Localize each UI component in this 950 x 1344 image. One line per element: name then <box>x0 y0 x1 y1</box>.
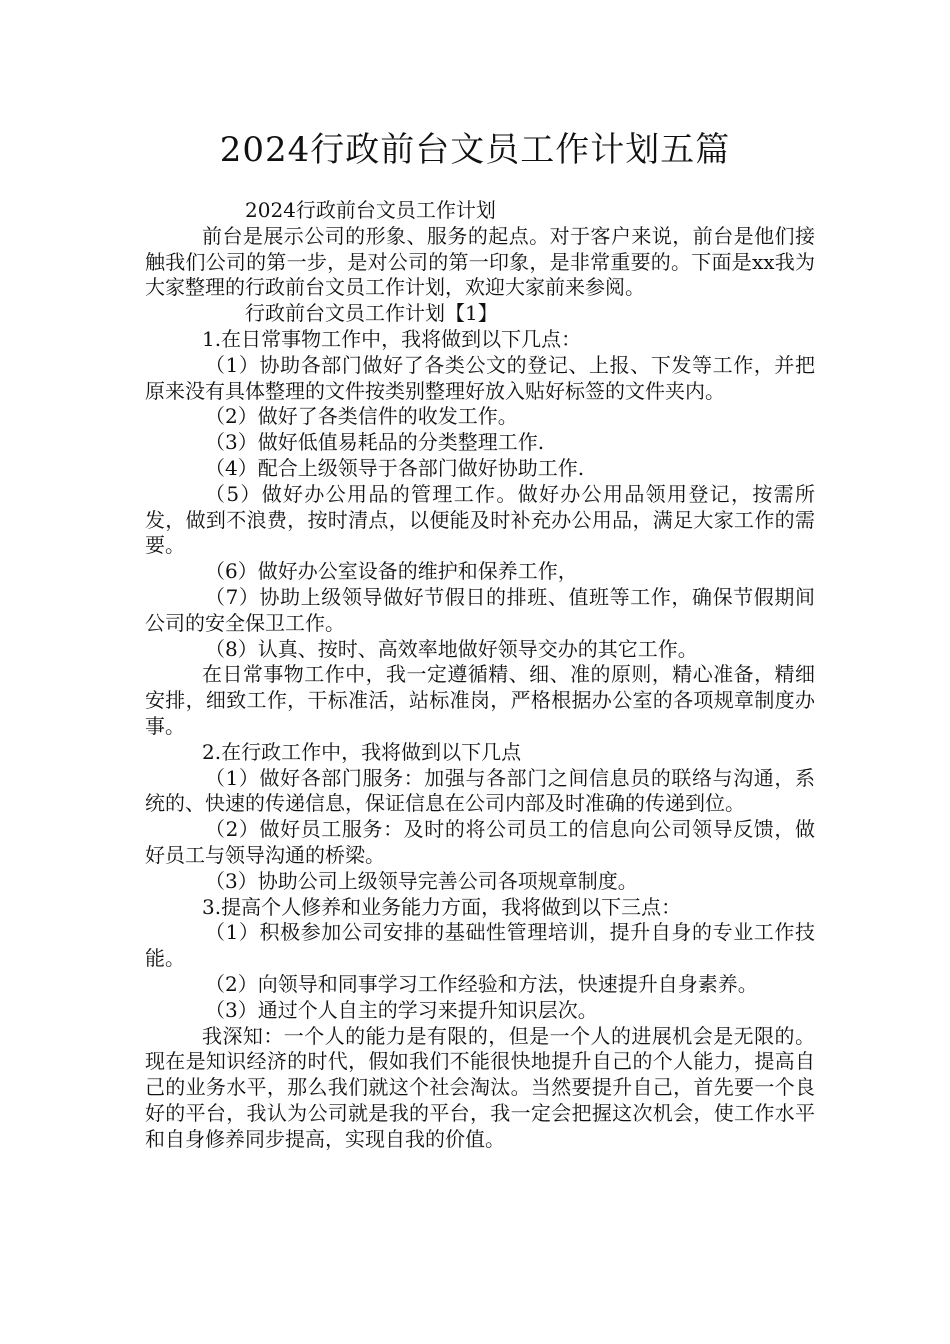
list-item: （5）做好办公用品的管理工作。做好办公用品领用登记，按需所发，做到不浪费，按时清点，以便能及时补充办公用品，满足大家工作的需要。 <box>145 481 815 558</box>
list-item: （3）做好低值易耗品的分类整理工作. <box>205 430 545 455</box>
list-item: （1）积极参加公司安排的基础性管理培训，提升自身的专业工作技能。 <box>145 920 815 971</box>
list-item: （2）向领导和同事学习工作经验和方法，快速提升自身素养。 <box>205 971 758 996</box>
document-title: 2024行政前台文员工作计划五篇 <box>219 130 731 170</box>
list-item: （1）做好各部门服务：加强与各部门之间信息员的联络与沟通，系统的、快速的传递信息，保证信息在公司内部及时准确的传递到位。 <box>145 765 815 816</box>
document-body <box>145 198 815 1152</box>
list-item: （2）做好员工服务：及时的将公司员工的信息向公司领导反馈，做好员工与领导沟通的桥梁。 <box>145 817 815 867</box>
intro-title: 2024行政前台文员工作计划 <box>245 198 496 222</box>
intro-paragraph: 前台是展示公司的形象、服务的起点。对于客户来说，前台是他们接触我们公司的第一步，是对公司的第一印象，是非常重要的。下面是xx我为大家整理的行政前台文员工作计划，欢迎大家前来参阅。 <box>145 223 815 300</box>
part3-heading: 3.提高个人修养和业务能力方面，我将做到以下三点： <box>202 894 682 919</box>
section-title: 行政前台文员工作计划【1】 <box>245 301 498 326</box>
list-item: （7）协助上级领导做好节假日的排班、值班等工作，确保节假期间公司的安全保卫工作。 <box>145 584 815 635</box>
list-item: （3）通过个人自主的学习来提升知识层次。 <box>205 997 598 1022</box>
list-item: （4）配合上级领导于各部门做好协助工作. <box>205 455 585 480</box>
part1-summary: 在日常事物工作中，我一定遵循精、细、准的原则，精心准备，精细安排，细致工作，干标准活，站标准岗，严格根据办公室的各项规章制度办事。 <box>145 662 815 738</box>
list-item: （3）协助公司上级领导完善公司各项规章制度。 <box>205 868 638 893</box>
part2-heading: 2.在行政工作中，我将做到以下几点 <box>202 739 522 764</box>
list-item: （2）做好了各类信件的收发工作。 <box>205 404 518 429</box>
list-item: （8）认真、按时、高效率地做好领导交办的其它工作。 <box>205 636 698 661</box>
list-item: （1）协助各部门做好了各类公文的登记、上报、下发等工作，并把原来没有具体整理的文件按类别整理好放入贴好标签的文件夹内。 <box>145 352 815 403</box>
part1-heading: 1.在日常事物工作中，我将做到以下几点： <box>202 326 582 351</box>
closing-paragraph: 我深知：一个人的能力是有限的，但是一个人的进展机会是无限的。现在是知识经济的时代，假如我们不能很快地提升自己的个人能力，提高自己的业务水平，那么我们就这个社会淘汰。当然要提升自己，首先要一个良好的平台，我认为公司就是我的平台，我一定会把握这次机会，使工作水平和自身修养同步提高，实现自我的价值。 <box>145 1023 815 1151</box>
list-item: （6）做好办公室设备的维护和保养工作， <box>205 559 578 584</box>
